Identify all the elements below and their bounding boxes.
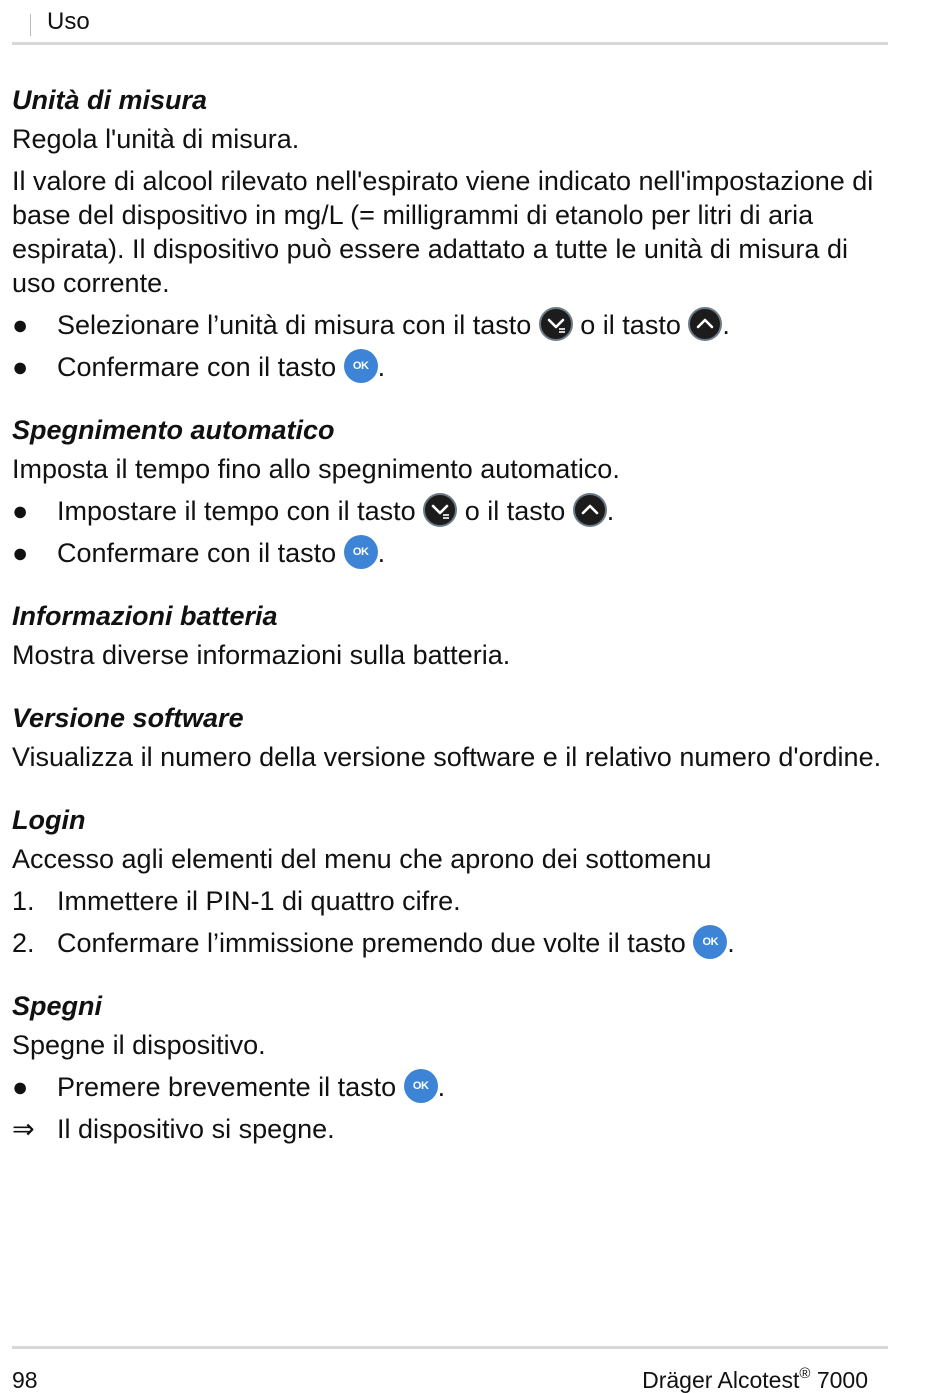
step-number: 1. (12, 886, 35, 916)
section-auto-off (12, 410, 888, 570)
down-menu-key-icon (423, 493, 457, 527)
bullet-icon: ● (12, 538, 29, 568)
step-text: Confermare l’immissione premendo due volte il tasto (57, 928, 686, 958)
step-text: Premere brevemente il tasto (57, 1072, 397, 1102)
section-description-unit: Il valore di alcool rilevato nell'espirato viene indicato nell'impostazione di base del dispositivo in mg/L (= milligrammi di etanolo per litri di aria espirata). Il dispositivo può essere adattato a tutte le unità di misura di uso corrente. (12, 166, 874, 298)
result-text: Il dispositivo si spegne. (57, 1114, 335, 1144)
step-number: 2. (12, 928, 35, 958)
section-intro-power-off: Spegne il dispositivo. (12, 1030, 266, 1060)
page-header (12, 6, 888, 45)
page-footer (12, 1346, 888, 1393)
section-title-software: Versione software (12, 703, 244, 733)
section-title-power-off: Spegni (12, 991, 103, 1021)
list-item-unit-confirm: ● Confermare con il tasto OK . (12, 350, 888, 384)
down-menu-key-icon (539, 307, 573, 341)
ok-key-icon: OK (344, 349, 378, 383)
section-battery (12, 596, 888, 672)
bullet-icon: ● (12, 352, 29, 382)
section-login (12, 800, 888, 960)
registered-mark: ® (799, 1365, 811, 1382)
header-divider (30, 14, 31, 36)
page-number: 98 (12, 1367, 38, 1393)
section-unit (12, 80, 888, 384)
bullet-icon: ● (12, 496, 29, 526)
ok-key-icon: OK (344, 535, 378, 569)
list-item-login-pin (12, 884, 888, 918)
section-intro-software: Visualizza il numero della versione software e il relativo numero d'ordine. (12, 742, 882, 772)
step-text: Selezionare l’unità di misura con il tasto (57, 310, 532, 340)
list-item-auto-off-confirm: ● Confermare con il tasto OK . (12, 536, 888, 570)
bullet-icon: ● (12, 310, 29, 340)
ok-key-icon: OK (404, 1069, 438, 1103)
step-text: Impostare il tempo con il tasto (57, 496, 416, 526)
list-item-power-off-press: ● Premere brevemente il tasto OK . (12, 1070, 888, 1104)
step-text: Immettere il PIN-1 di quattro cifre. (57, 886, 461, 916)
list-item-login-confirm: 2. Confermare l’immissione premendo due volte il tasto OK . (12, 926, 888, 960)
section-intro-auto-off: Imposta il tempo fino allo spegnimento automatico. (12, 454, 620, 484)
product-model: 7000 (816, 1367, 868, 1393)
section-title-unit: Unità di misura (12, 85, 208, 115)
list-item-power-off-result (12, 1112, 888, 1146)
result-arrow-icon: ⇒ (12, 1114, 35, 1144)
up-key-icon (688, 307, 722, 341)
bullet-icon: ● (12, 1072, 29, 1102)
section-title-battery: Informazioni batteria (12, 601, 278, 631)
ok-key-icon: OK (693, 925, 727, 959)
list-item-auto-off-set: ● Impostare il tempo con il tasto o il tasto . (12, 494, 888, 528)
section-software (12, 698, 888, 774)
product-brand: Dräger Alcotest (642, 1367, 800, 1393)
step-text: Confermare con il tasto (57, 538, 337, 568)
page-content (12, 80, 888, 1172)
section-intro-battery: Mostra diverse informazioni sulla batteria. (12, 640, 511, 670)
section-power-off (12, 986, 888, 1146)
section-title-login: Login (12, 805, 86, 835)
step-text: Confermare con il tasto (57, 352, 337, 382)
header-section-label: Uso (47, 8, 90, 35)
product-name (642, 1367, 868, 1393)
step-join-text: o il tasto (464, 496, 566, 526)
step-join-text: o il tasto (580, 310, 681, 340)
section-intro-login: Accesso agli elementi del menu che aprono dei sottomenu (12, 844, 712, 874)
section-intro-unit: Regola l'unità di misura. (12, 124, 300, 154)
up-key-icon (573, 493, 607, 527)
section-title-auto-off: Spegnimento automatico (12, 415, 335, 445)
list-item-unit-select: ● Selezionare l’unità di misura con il tasto o il tasto . (12, 308, 888, 342)
